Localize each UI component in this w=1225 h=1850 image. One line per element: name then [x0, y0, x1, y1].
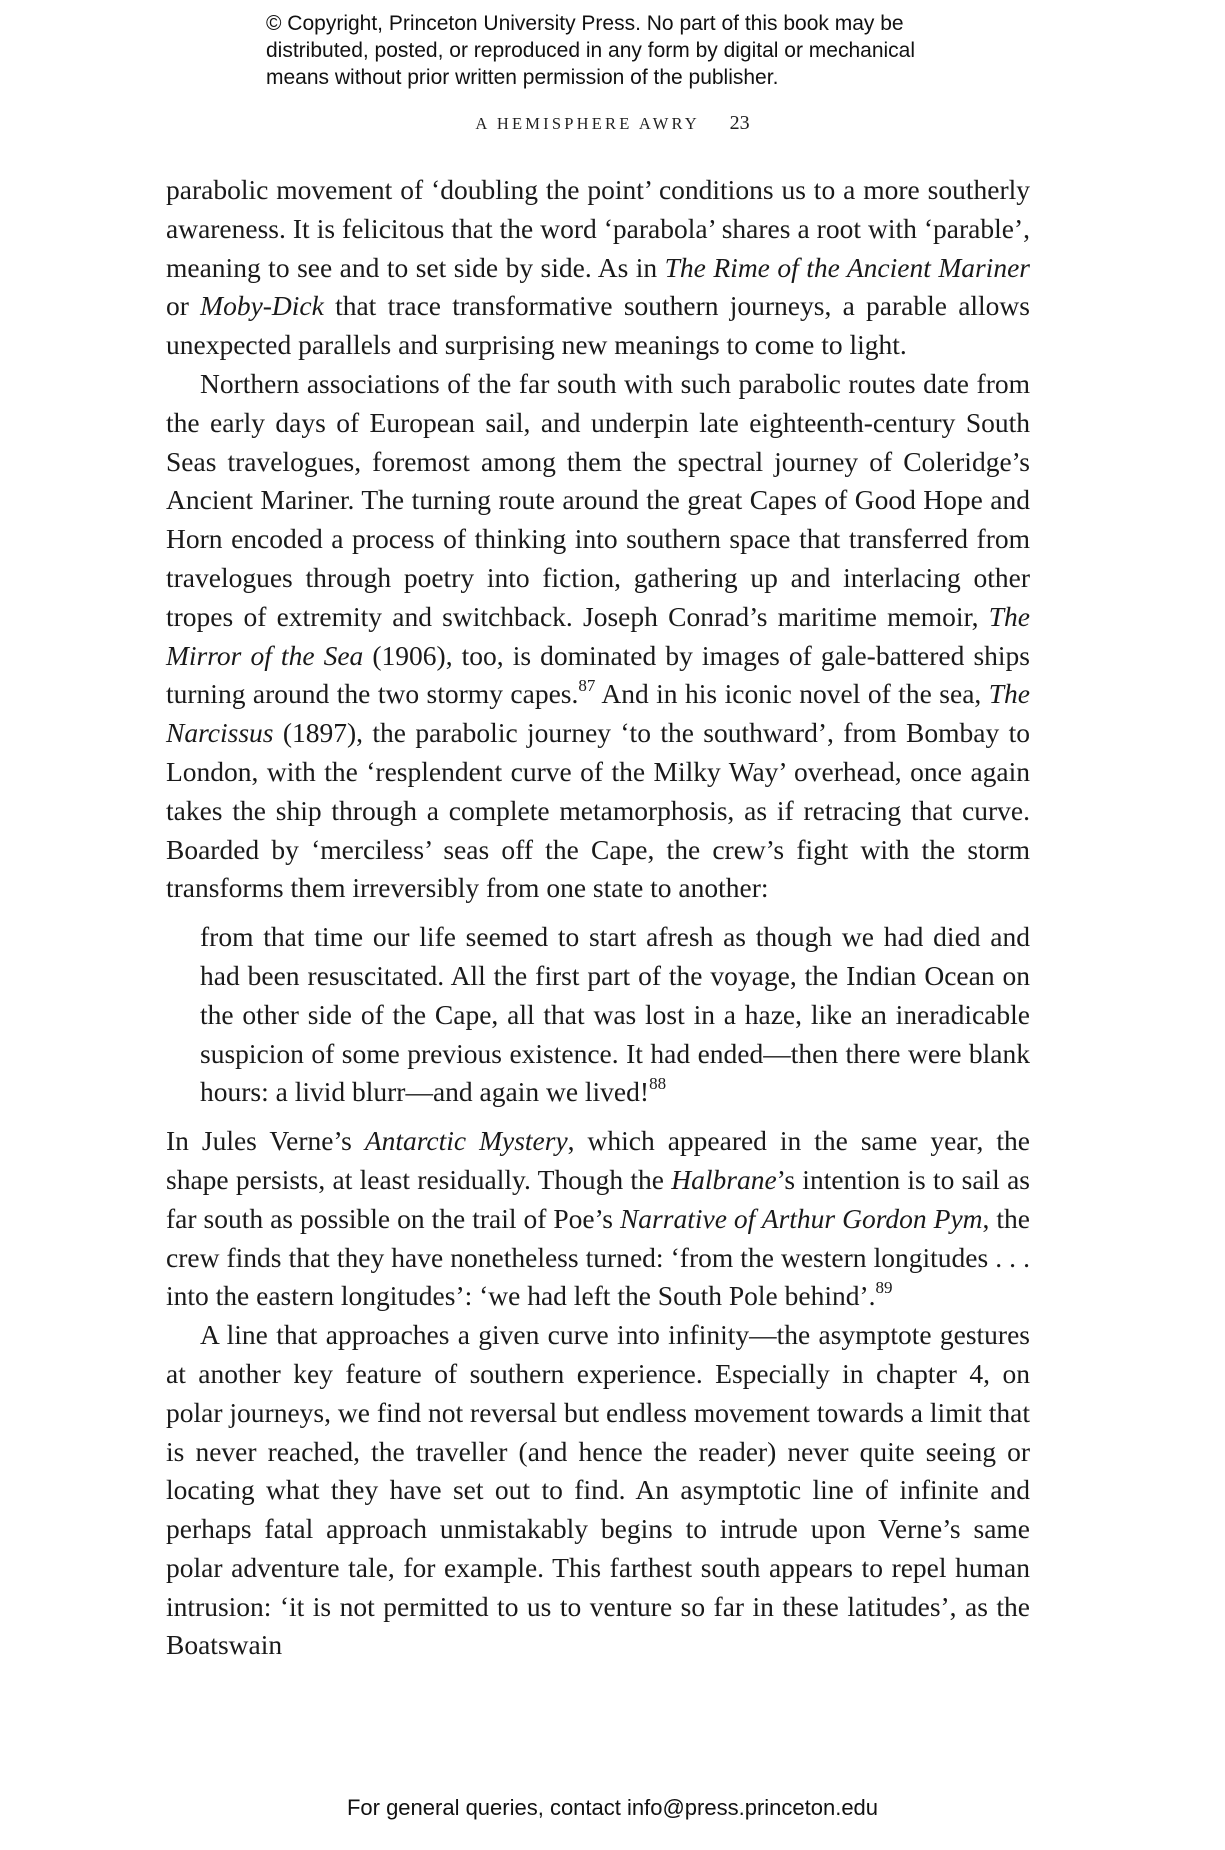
- copyright-line: © Copyright, Princeton University Press. No part of this book may be: [266, 12, 904, 35]
- footnote-marker: 88: [649, 1074, 667, 1094]
- copyright-notice: [266, 10, 1026, 91]
- paragraph: [166, 1122, 1030, 1316]
- text-run: from that time our life seemed to start afresh as though we had died and had been resuscitated. All the first part of the voyage, the Indian Ocean on the other side of the Cape, all that was lost in a haze, like an ineradicable suspicion of some previous existence. It had ended—then there were blank hours: a livid blurr—and again we lived!: [200, 921, 1030, 1108]
- italic-title: The Mirror of the Sea: [166, 600, 1030, 671]
- text-run: (1897), the parabolic journey ‘to the southward’, from Bombay to London, with the ‘resplendent curve of the Milky Way’ overhead, once again takes the ship through a complete metamorphosis, as if retracing that curve. Boarded by ‘merciless’ seas off the Cape, the crew’s fight with the storm transforms them irreversibly from one state to another:: [166, 717, 1030, 904]
- italic-title: The Rime of the Ancient Mariner: [664, 251, 1030, 283]
- text-run: In Jules Verne’s: [166, 1125, 365, 1157]
- italic-title: Moby-Dick: [200, 290, 324, 322]
- copyright-line: means without prior written permission of the publisher.: [266, 66, 779, 89]
- italic-title: The Narcissus: [166, 678, 1031, 749]
- italic-title: Narrative of Arthur Gordon Pym: [619, 1202, 983, 1234]
- copyright-line: distributed, posted, or reproduced in any form by digital or mechanical: [266, 39, 916, 62]
- footer-contact: For general queries, contact info@press.princeton.edu: [346, 1795, 879, 1820]
- text-run: or: [166, 290, 201, 322]
- body-text: [166, 171, 1030, 1665]
- block-quote: [200, 918, 1030, 1112]
- paragraph: [166, 1316, 1030, 1665]
- running-head: [0, 112, 1225, 135]
- text-run: parabolic movement of ‘doubling the point’ conditions us to a more southerly awareness. It is felicitous that the word ‘parabola’ shares a root with ‘parable’, meaning to see and to set side by side. As in: [166, 174, 1030, 283]
- paragraph: [166, 365, 1030, 908]
- page-number: 23: [729, 112, 750, 134]
- footnote-marker: 87: [578, 676, 596, 696]
- text-run: Northern associations of the far south with such parabolic routes date from the early days of European sail, and underpin late eighteenth-century South Seas travelogues, foremost among them the spectral journey of Coleridge’s Ancient Mariner. The turning route around the great Capes of Good Hope and Horn encoded a process of thinking into southern space that transferred from travelogues through poetry into fiction, gathering up and interlacing other tropes of extremity and switchback. Joseph Conrad’s maritime memoir,: [166, 367, 1030, 632]
- text-run: ’s intention is to sail as far south as possible on the trail of Poe’s: [166, 1163, 1030, 1234]
- text-run: , which appeared in the same year, the shape persists, at least residually. Though the: [166, 1125, 1030, 1195]
- quote-text: [200, 918, 1030, 1112]
- text-run: And in his iconic novel of the sea,: [595, 678, 989, 710]
- text-run: A line that approaches a given curve into infinity—the asymptote gestures at another key feature of southern experience. Especially in chapter 4, on polar journeys, we find not reversal but endless movement towards a limit that is never reached, the traveller (and hence the reader) never quite seeing or locating what they have set out to find. An asymptotic line of infinite and perhaps fatal approach unmistakably begins to intrude upon Verne’s same polar adventure tale, for example. This farthest south appears to repel human intrusion: ‘it is not permitted to us to venture so far in these latitudes’, as the Boatswain: [166, 1319, 1030, 1661]
- running-head-title: A HEMISPHERE AWRY: [475, 114, 700, 133]
- italic-title: Halbrane: [671, 1163, 777, 1195]
- paragraph: [166, 171, 1030, 365]
- footnote-marker: 89: [875, 1278, 893, 1298]
- text-run: (1906), too, is dominated by images of gale-battered ships turning around the two stormy capes.: [166, 639, 1030, 710]
- text-run: that trace transformative southern journeys, a parable allows unexpected parallels and surprising new meanings to come to light.: [166, 290, 1030, 361]
- italic-title: Antarctic Mystery: [364, 1125, 568, 1157]
- text-run: , the crew finds that they have nonetheless turned: ‘from the western longitudes . . . into the eastern longitudes’: ‘we had left the South Pole behind’.: [166, 1202, 1030, 1312]
